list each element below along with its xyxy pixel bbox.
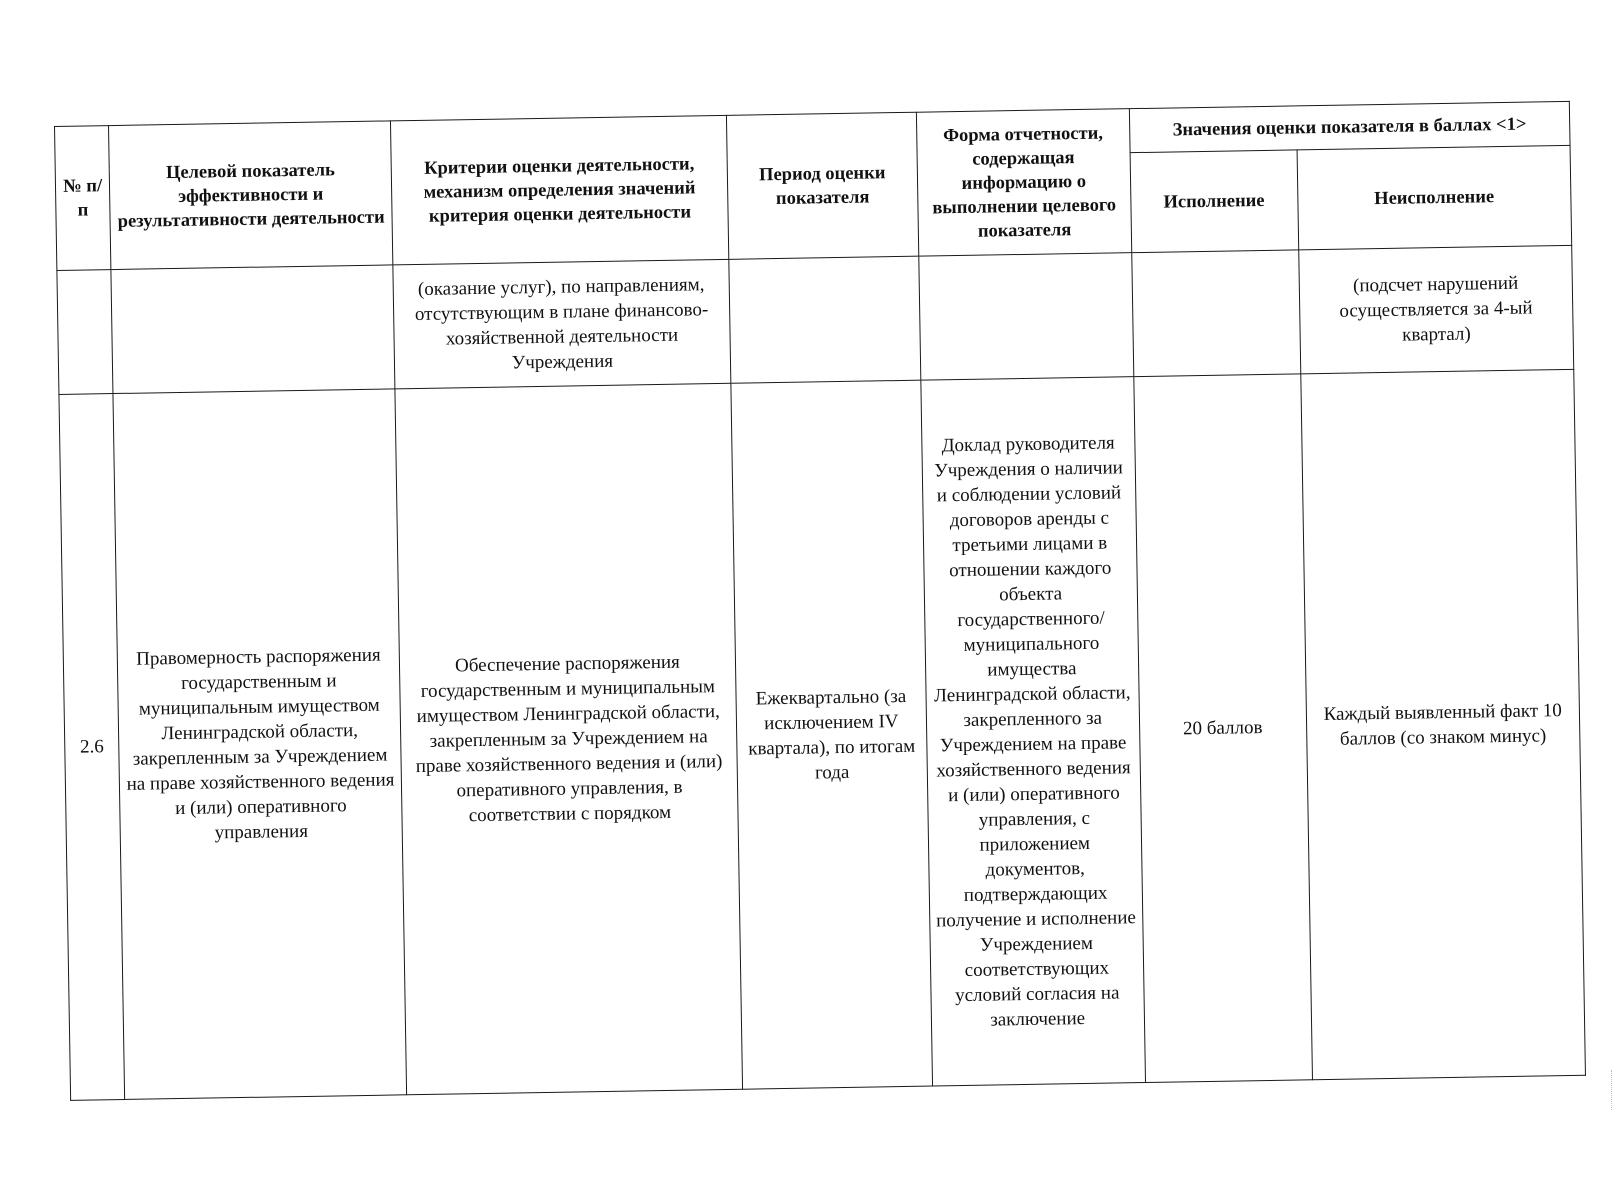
header-report-form: Форма отчетности, содержащая информацию о выполнении целевого показателя — [916, 109, 1131, 257]
header-period: Период оценки показателя — [726, 112, 918, 259]
continuation-criteria-cell: (оказание услуг), по направлениям, отсутствующим в плане финансово-хозяйственной деятельности Учреждения — [393, 259, 731, 389]
continuation-target-cell — [111, 265, 395, 394]
header-score-values: Значения оценки показателя в баллах <1> — [1129, 101, 1570, 152]
performance-indicators-table — [54, 101, 1586, 1101]
header-non-execution: Неисполнение — [1297, 145, 1572, 250]
continuation-execution-cell — [1131, 250, 1300, 377]
scan-edge-mark — [1611, 1070, 1618, 1110]
continuation-period-cell — [729, 256, 921, 383]
criteria-cell: Обеспечение распоряжения государственным и муниципальным имуществом Ленинградской области, закрепленным за Учреждением на праве хозяйственного ведения и (или) оперативного управления, в соответствии с порядком — [395, 383, 743, 1094]
header-num: № п/п — [55, 126, 112, 271]
target-indicator-cell: Правомерность распоряжения государственным и муниципальным имуществом Ленинградской области, закрепленным за Учреждением на праве хозяйственного ведения и (или) оперативного управления — [113, 389, 406, 1100]
header-execution: Исполнение — [1130, 150, 1299, 253]
execution-score-cell: 20 баллов — [1133, 374, 1312, 1083]
period-cell: Ежеквартально (за исключением IV квартала), по итогам года — [731, 380, 933, 1089]
continuation-num-cell — [57, 270, 113, 395]
continuation-non-execution-cell: (подсчет нарушений осуществляется за 4-ый квартал) — [1298, 245, 1573, 374]
table-row-2-6 — [59, 369, 1585, 1100]
row-number: 2.6 — [59, 394, 125, 1101]
header-criteria: Критерии оценки деятельности, механизм определения значений критерия оценки деятельности — [390, 115, 728, 265]
continuation-report-cell — [919, 253, 1134, 381]
continuation-row — [57, 245, 1574, 394]
header-target-indicator: Целевой показатель эффективности и результативности деятельности — [109, 121, 393, 270]
report-form-cell: Доклад руководителя Учреждения о наличии и соблюдении условий договоров аренды с третьими лицами в отношении каждого объекта государственного/ муниципального имущества Ленинградской области, закрепленного за Учреждением на праве хозяйственного ведения и (или) оперативного управления, с приложением документов, подтверждающих получение и исполнение Учреждением соответствующих условий согласия на заключение — [921, 377, 1146, 1086]
non-execution-score-cell: Каждый выявленный факт 10 баллов (со знаком минус) — [1300, 369, 1585, 1079]
